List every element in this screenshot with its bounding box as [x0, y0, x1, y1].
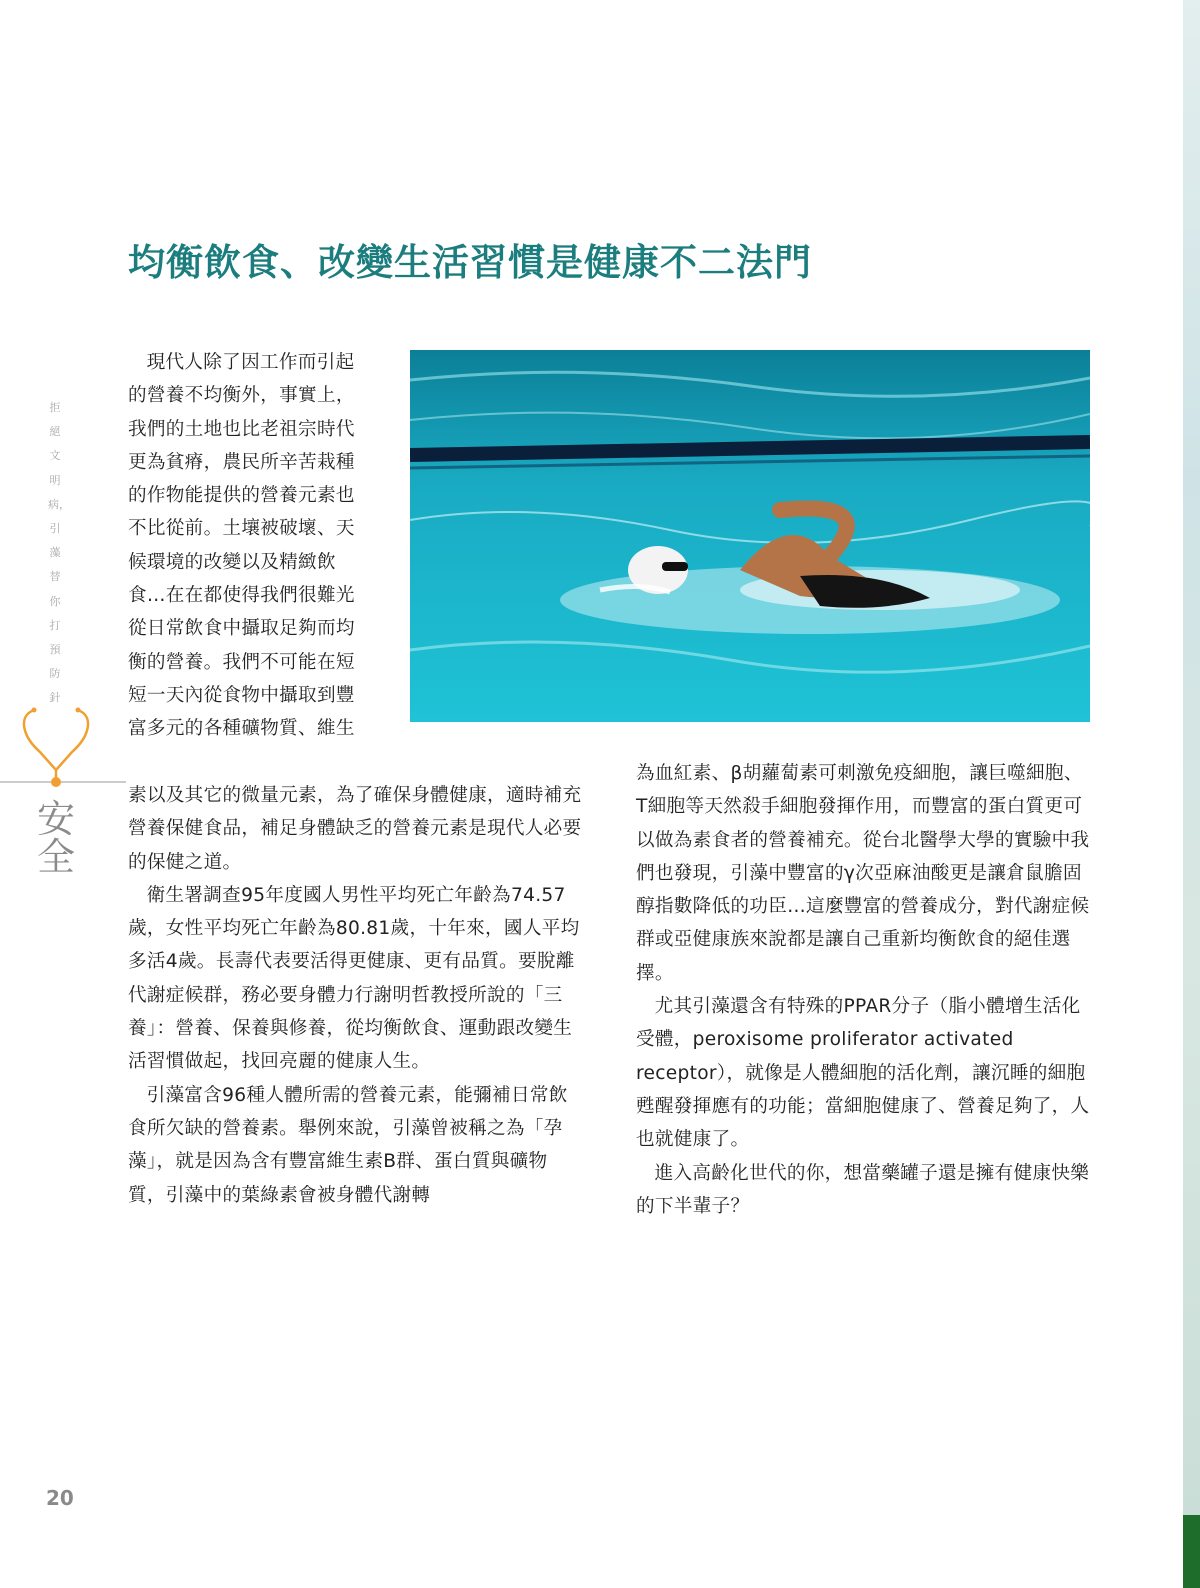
- paragraph-5: 進入高齡化世代的你，想當藥罐子還是擁有健康快樂的下半輩子？: [636, 1162, 1090, 1217]
- swimmer-photo: [410, 350, 1090, 722]
- body-column-narrow: [128, 346, 370, 746]
- body-column-left: [128, 779, 584, 1212]
- vertical-running-title: 拒絕文明病，引藻替你打預防針: [48, 401, 70, 705]
- stethoscope-icon: [0, 696, 140, 796]
- page-edge-green-block: [1183, 1515, 1200, 1588]
- section-label: 安全: [36, 797, 75, 879]
- paragraph-4: 尤其引藻還含有特殊的PPAR分子（脂小體增生活化受體，peroxisome proliferator activated receptor），就像是人體細胞的活化劑，讓沉睡的細胞甦醒發揮應有的功能；當細胞健康了、營養足夠了，人也就健康了。: [636, 996, 1090, 1151]
- page-edge-strip: [1183, 0, 1200, 1588]
- paragraph-1-continued: 素以及其它的微量元素，為了確保身體健康，適時補充營養保健食品，補足身體缺乏的營養元素是現代人必要的保健之道。: [128, 785, 582, 873]
- paragraph-2: 衛生署調查95年度國人男性平均死亡年齡為74.57歲，女性平均死亡年齡為80.81歲，十年來，國人平均多活4歲。長壽代表要活得更健康、更有品質。要脫離代謝症候群，務必要身體力行謝明哲教授所說的「三養」：營養、保養與修養，從均衡飲食、運動跟改變生活習慣做起，找回亮麗的健康人生。: [128, 884, 580, 1073]
- paragraph-3-continued: 為血紅素、β胡蘿蔔素可刺激免疫細胞，讓巨噬細胞、T細胞等天然殺手細胞發揮作用，而豐富的蛋白質更可以做為素食者的營養補充。從台北醫學大學的實驗中我們也發現，引藻中豐富的γ次亞麻油酸更是讓倉鼠膽固醇指數降低的功臣…這麼豐富的營養成分，對代謝症候群或亞健康族來說都是讓自己重新均衡飲食的絕佳選擇。: [636, 763, 1090, 984]
- paragraph-1: 現代人除了因工作而引起的營養不均衡外，事實上，我們的土地也比老祖宗時代更為貧瘠，農民所辛苦栽種的作物能提供的營養元素也不比從前。土壤被破壞、天候環境的改變以及精緻飲食…在在都使得我們很難光從日常飲食中攝取足夠而均衡的營養。我們不可能在短短一天內從食物中攝取到豐富多元的各種礦物質、維生: [128, 352, 355, 740]
- page-number: 20: [46, 1486, 74, 1510]
- paragraph-3: 引藻富含96種人體所需的營養元素，能彌補日常飲食所欠缺的營養素。舉例來說，引藻曾被稱之為「孕藻」，就是因為含有豐富維生素B群、蛋白質與礦物質，引藻中的葉綠素會被身體代謝轉: [128, 1084, 568, 1206]
- body-column-right: [636, 757, 1090, 1223]
- page-title: 均衡飲食、改變生活習慣是健康不二法門: [128, 240, 812, 284]
